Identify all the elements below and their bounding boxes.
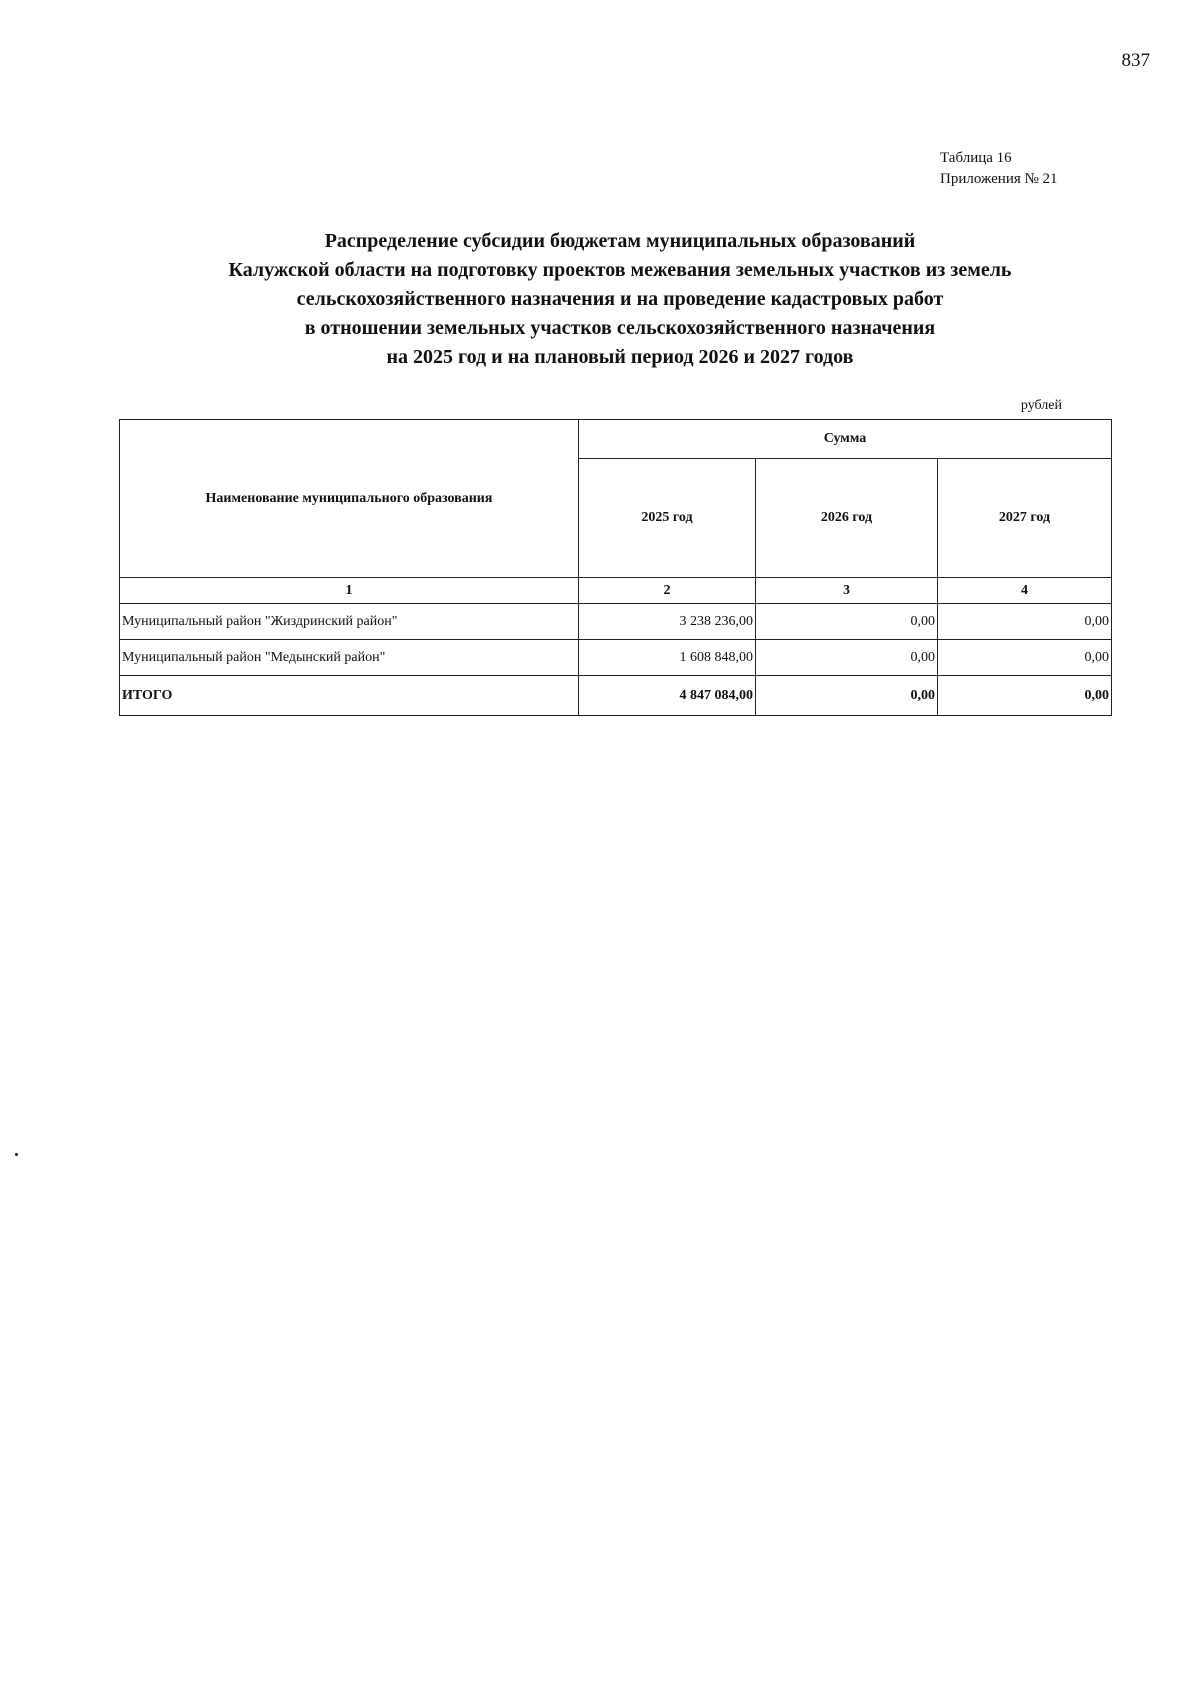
column-number: 1 bbox=[120, 578, 579, 604]
units-label: рублей bbox=[1020, 398, 1062, 413]
total-label: ИТОГО bbox=[120, 676, 579, 716]
scan-artifact-dot bbox=[15, 1153, 18, 1156]
document-title bbox=[120, 227, 1120, 372]
header-year-2026: 2026 год bbox=[756, 459, 938, 578]
header-row-top bbox=[120, 420, 1112, 459]
column-number: 4 bbox=[938, 578, 1112, 604]
title-line: в отношении земельных участков сельскохозяйственного назначения bbox=[304, 317, 936, 339]
title-line: Калужской области на подготовку проектов межевания земельных участков из земель bbox=[228, 259, 1012, 281]
total-row bbox=[120, 676, 1112, 716]
table-number: Таблица 16 bbox=[940, 150, 1012, 166]
column-number: 2 bbox=[579, 578, 756, 604]
table-row bbox=[120, 604, 1112, 640]
header-name-cell: Наименование муниципального образования bbox=[120, 420, 579, 578]
total-2026: 0,00 bbox=[756, 676, 938, 716]
header-year-2025: 2025 год bbox=[579, 459, 756, 578]
column-number-row bbox=[120, 578, 1112, 604]
title-line: сельскохозяйственного назначения и на проведение кадастровых работ bbox=[296, 288, 944, 310]
amount-2026: 0,00 bbox=[756, 604, 938, 640]
subsidy-table bbox=[119, 419, 1112, 716]
amount-2025: 1 608 848,00 bbox=[579, 640, 756, 676]
appendix-reference bbox=[940, 148, 1140, 190]
total-2025: 4 847 084,00 bbox=[579, 676, 756, 716]
amount-2027: 0,00 bbox=[938, 640, 1112, 676]
amount-2025: 3 238 236,00 bbox=[579, 604, 756, 640]
column-number: 3 bbox=[756, 578, 938, 604]
table-row bbox=[120, 640, 1112, 676]
total-2027: 0,00 bbox=[938, 676, 1112, 716]
appendix-number: Приложения № 21 bbox=[940, 171, 1058, 187]
title-line: Распределение субсидии бюджетам муниципальных образований bbox=[324, 230, 916, 252]
header-sum-cell: Сумма bbox=[579, 420, 1112, 459]
amount-2027: 0,00 bbox=[938, 604, 1112, 640]
amount-2026: 0,00 bbox=[756, 640, 938, 676]
municipality-name: Муниципальный район "Жиздринский район" bbox=[120, 604, 579, 640]
municipality-name: Муниципальный район "Медынский район" bbox=[120, 640, 579, 676]
page-number: 837 bbox=[1121, 50, 1150, 71]
header-year-2027: 2027 год bbox=[938, 459, 1112, 578]
title-line: на 2025 год и на плановый период 2026 и 2027 годов bbox=[386, 346, 854, 368]
